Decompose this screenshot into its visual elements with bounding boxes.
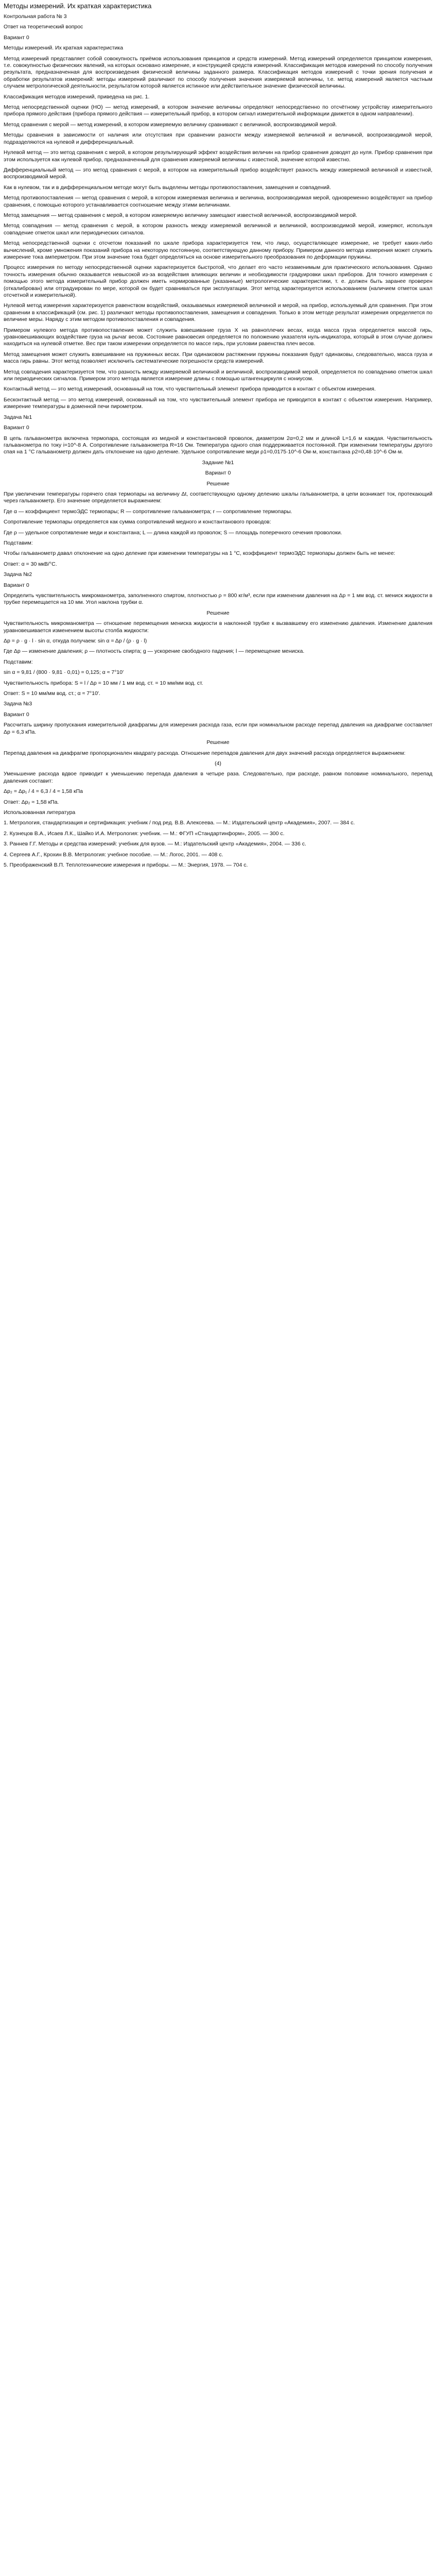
text-paragraph: Метод замещения — метод сравнения с мерой, в котором измеряемую величину замещают известной величиной, воспроизводимой мерой. — [4, 212, 357, 218]
text-paragraph: Методы сравнения в зависимости от наличия или отсутствия при сравнении разности между измеряемой величиной и величиной, воспроизводимой мерой, подразделяются на нулевой и дифференциальный. — [4, 132, 432, 145]
text-paragraph: Контактный метод — это метод измерений, основанный на том, что чувствительный элемент прибора приводится в контакт с объектом измерения. — [4, 386, 376, 393]
text-paragraph: Контрольная работа № 3 — [4, 13, 67, 20]
text-paragraph: Где Δp — изменение давления; ρ — плотность спирта; g — ускорение свободного падения; l — перемещение мениска. — [4, 648, 305, 655]
text-paragraph: Метод измерений представляет собой совокупность приёмов использования принципов и средств измерений. Метод измерений определяется принципом измерения, т.е. совокупностью физических явлений, на которых основано измерение, и конструкцией средств измерений. Классификация методов измерений по способу получения результата, предназначенная для воспроизведения физической величины заданного размера. Классификация методов измерений с точки зрения получения и обработки результатов измерений: методы измерений различают по способу получения значения измеряемой величины, т.е. метод измерений является частным случаем метрологической деятельности, результатом которой является истинное или действительное значение физической величины. — [4, 55, 432, 90]
text-paragraph: Рассчитать ширину пропускания измерительной диафрагмы для измерения расхода газа, если при номинальном расходе перепад давления на диафрагме составляет Δp = 6,3 кПа. — [4, 722, 432, 735]
text-paragraph: Метод сравнения с мерой — метод измерений, в котором измеряемую величину сравнивают с величиной, воспроизводимой мерой. — [4, 121, 337, 128]
text-paragraph: Подставим: — [4, 658, 33, 665]
text-paragraph: (4) — [215, 760, 221, 767]
text-paragraph: Бесконтактный метод — это метод измерений, основанный на том, что чувствительный элемент прибора не приводится в контакт с объектом измерения. Например, измерение температуры в доменной печи пирометром. — [4, 396, 432, 410]
document-title: Методы измерений. Их краткая характеристика — [4, 2, 152, 10]
text-paragraph: Δp₂ = Δp₁ / 4 = 6,3 / 4 ≈ 1,58 кПа — [4, 788, 83, 795]
text-paragraph: Вариант 0 — [4, 425, 29, 431]
text-paragraph: Метод непосредственной оценки с отсчетом показаний по шкале прибора характеризуется тем, что лицо, осуществляющее измерение, не требует каких-либо вычислений, кроме умножения показаний прибора на некоторую постоянную, соответствующую данному прибору. Примером данного метода измерения может служить измерение тока амперметром. При этом значение тока будет определяться на основе измерительного преобразования по деформации пружины. — [4, 240, 432, 260]
text-paragraph: sin α = 9,81 / (800 · 9,81 · 0,01) = 0,125; α ≈ 7°10′ — [4, 669, 124, 676]
text-paragraph: Уменьшение расхода вдвое приводит к уменьшению перепада давления в четыре раза. Следовательно, при расходе, равном половине номинального, перепад давления составит: — [4, 771, 432, 784]
text-paragraph: Подставим: — [4, 539, 33, 546]
text-paragraph: Вариант 0 — [4, 34, 29, 41]
text-paragraph: Ответ: α = 30 мкВ/°С. — [4, 561, 57, 567]
text-paragraph: Решение — [206, 609, 230, 616]
text-paragraph: Δp = ρ · g · l · sin α, откуда получаем: sin α = Δp / (ρ · g · l) — [4, 638, 147, 645]
text-paragraph: Чувствительность микроманометра — отношение перемещения мениска жидкости в наклонной трубке к вызвавшему его изменению давления. Изменение давления уравновешивается изменением высоты столба жидкости: — [4, 620, 432, 634]
text-paragraph: Решение — [206, 739, 230, 746]
text-paragraph: Использованная литература — [4, 809, 76, 816]
text-paragraph: При увеличении температуры горячего спая термопары на величину Δt, соответствующую одному делению шкалы гальванометра, в цепи возникает ток, протекающий через гальванометр. Его значение определяется выражением: — [4, 490, 432, 504]
text-paragraph: Задание №1 — [202, 459, 234, 466]
text-paragraph: 1. Метрология, стандартизация и сертификация: учебник / под ред. В.В. Алексеева. — М.: Издательский центр «Академия», 2007. — 384 с. — [4, 820, 355, 826]
text-paragraph: Сопротивление термопары определяется как сумма сопротивлений медного и константанового проводов: — [4, 519, 271, 526]
text-paragraph: Классификация методов измерений, приведена на рис. 1. — [4, 93, 150, 100]
text-paragraph: Задача №3 — [4, 701, 32, 707]
text-paragraph: Ответ: Δp₂ ≈ 1,58 кПа. — [4, 799, 59, 805]
text-paragraph: Задача №2 — [4, 571, 32, 578]
text-paragraph: Чувствительность прибора: S = l / Δp = 10 мм / 1 мм вод. ст. = 10 мм/мм вод. ст. — [4, 680, 203, 686]
text-paragraph: Чтобы гальванометр давал отклонение на одно деление при изменении температуры на 1 °С, коэффициент термоЭДС термопары должен быть не менее: — [4, 550, 395, 557]
text-paragraph: Метод противопоставления — метод сравнения с мерой, в котором измеряемая величина и величина, воспроизводимая мерой, одновременно воздействуют на прибор сравнения, с помощью которого устанавливается соотношение между этими величинами. — [4, 195, 432, 208]
document-content — [4, 13, 432, 869]
text-paragraph: Как в нулевом, так и в дифференциальном методе могут быть выделены методы противопоставления, замещения и совпадений. — [4, 184, 331, 191]
text-paragraph: В цепь гальванометра включена термопара, состоящая из медной и константановой проволок, диаметром 2α=0,2 мм и длиной L=1,6 м каждая. Чувствительность гальванометра по току i=10^-8 А. Сопротивление гальванометра R=16 Ом. Температура одного спая поддерживается постоянной. При изменении температуры другого спая на 1 °С гальванометр должен дать отклонение на одно деление. Удельное сопротивление меди ρ1=0,0175·10^-6 Ом·м, константана ρ2=0,48·10^-6 Ом·м. — [4, 435, 432, 455]
text-paragraph: Где ρ — удельное сопротивление меди и константана; L — длина каждой из проволок; S — площадь поперечного сечения проволоки. — [4, 529, 342, 536]
text-paragraph: Нулевой метод — это метод сравнения с мерой, в котором результирующий эффект воздействия величин на прибор сравнения доводят до нуля. Прибор сравнения при этом используется как нулевой прибор, предназначенный для сравнения измеряемой величины с известной, значение которой известно. — [4, 149, 432, 163]
text-paragraph: Где α — коэффициент термоЭДС термопары; R — сопротивление гальванометра; r — сопротивление термопары. — [4, 508, 292, 515]
text-paragraph: 2. Кузнецов В.А., Исаев Л.К., Шайко И.А. Метрология: учебник. — М.: ФГУП «Стандартинформ», 2005. — 300 с. — [4, 830, 285, 837]
text-paragraph: Вариант 0 — [4, 711, 29, 718]
text-paragraph: Примером нулевого метода противопоставления может служить взвешивание груза Х на равноплечих весах, когда масса груза определяется массой гирь, уравновешивающих воздействие груза на рычаг весов. Состояние равновесия определяется по положению указателя нуль-индикатора, который в этом случае должен находиться на нулевой отметке. Вес при таком измерении определяется по массе гирь, при условии равенства плеч весов. — [4, 327, 432, 347]
text-paragraph: Нулевой метод измерения характеризуется равенством воздействий, оказываемых измеряемой величиной и мерой, на прибор, используемый для сравнения. При этом сравнении в классификаций (см. рис. 1) различают методы противопоставления, замещения и совпадения. Только в этом методе результат измерения определяется по величине меры. Наряду с этим методом противопоставления и совпадения. — [4, 302, 432, 323]
text-paragraph: Вариант 0 — [205, 470, 231, 477]
text-paragraph: Методы измерений. Их краткая характеристика — [4, 45, 124, 52]
text-paragraph: Ответ: S = 10 мм/мм вод. ст.; α ≈ 7°10′. — [4, 690, 100, 697]
text-paragraph: 3. Раннев Г.Г. Методы и средства измерений: учебник для вузов. — М.: Издательский центр «Академия», 2004. — 336 с. — [4, 841, 306, 848]
text-paragraph: Дифференциальный метод — это метод сравнения с мерой, в котором на измерительный прибор воздействует разность между измеряемой величиной и известной, воспроизводимой мерой. — [4, 166, 432, 180]
text-paragraph: Метод совпадения характеризуется тем, что разность между измеряемой величиной и величиной, воспроизводимой мерой, определяется по совпадению отметок шкал или периодических сигналов. Примером этого метода является измерение длины с помощью штангенциркуля с нониусом. — [4, 368, 432, 382]
text-paragraph: Метод замещения может служить взвешивание на пружинных весах. При одинаковом растяжении пружины показания будут одинаковы, следовательно, масса груза и масса гирь равны. Этот метод позволяет исключить систематические погрешности средств измерений. — [4, 351, 432, 365]
text-paragraph: Процесс измерения по методу непосредственной оценки характеризуется быстротой, что делает его часто незаменимым для практического использования. Однако точность измерения обычно оказывается невысокой из-за воздействия влияющих величин и необходимости градуировки шкал приборов. Для точного измерения с помощью этого метода измерительный прибор должен иметь нормированные (указанные) метрологические характеристики, т. е. должен быть заранее проверен (откалиброван) или отградуирован по мере, которой он будет сравниваться при эксплуатации. Этот метод характеризуется использованием (наличием отметок шкал отсчетной и измерительной). — [4, 264, 432, 298]
text-paragraph: 4. Сергеев А.Г., Крохин В.В. Метрология: учебное пособие. — М.: Логос, 2001. — 408 с. — [4, 851, 223, 858]
text-paragraph: Вариант 0 — [4, 582, 29, 588]
text-paragraph: Ответ на теоретический вопрос — [4, 24, 83, 30]
text-paragraph: Метод совпадения — метод сравнения с мерой, в котором разность между измеряемой величиной и величиной, воспроизводимой мерой, измеряют, используя совпадение отметок шкал или периодических сигналов. — [4, 223, 432, 236]
text-paragraph: Метод непосредственной оценки (НО) — метод измерений, в котором значение величины определяют непосредственно по отсчётному устройству измерительного прибора прямого действия (прибора прямого действия — измерительный прибор, в котором сигнал измерительной информации движется в одном направлении). — [4, 104, 432, 117]
document-body — [0, 0, 436, 877]
text-paragraph: Определить чувствительность микроманометра, заполненного спиртом, плотностью ρ = 800 кг/м³, если при изменении давления на Δp = 1 мм вод. ст. мениск жидкости в трубке перемещается на 10 мм. Угол наклона трубки α. — [4, 592, 432, 606]
text-paragraph: Решение — [206, 480, 230, 487]
text-paragraph: Перепад давления на диафрагме пропорционален квадрату расхода. Отношение перепадов давления для двух значений расхода определяется выражением: — [4, 750, 406, 756]
text-paragraph: 5. Преображенский В.П. Теплотехнические измерения и приборы. — М.: Энергия, 1978. — 704 с. — [4, 861, 248, 868]
text-paragraph: Задача №1 — [4, 414, 32, 420]
